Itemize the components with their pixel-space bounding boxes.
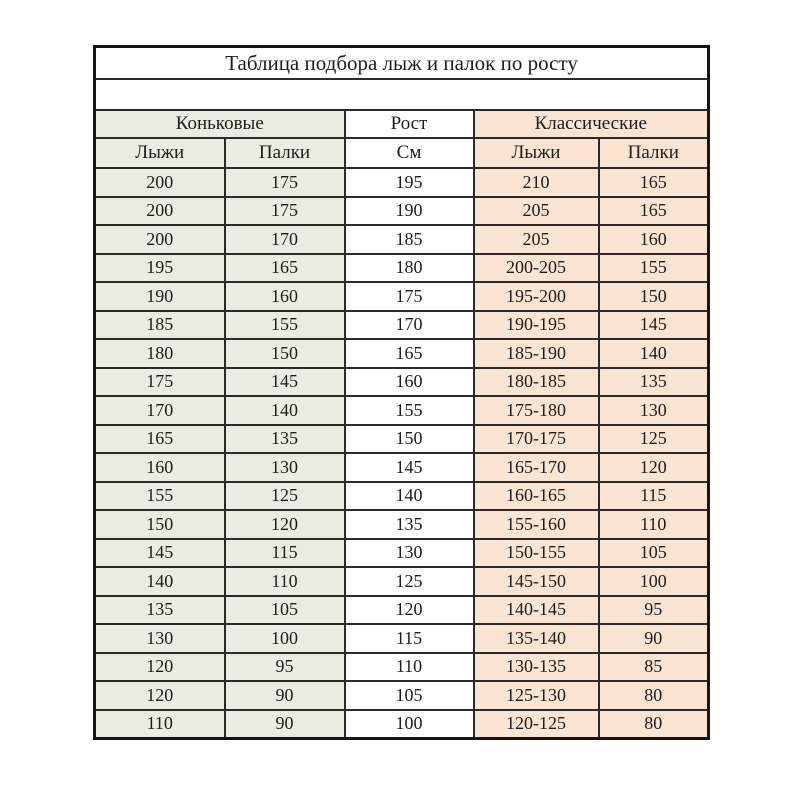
classic-ski-cell: 130-135 xyxy=(474,653,599,682)
classic-pole-cell: 80 xyxy=(599,681,709,710)
skate-ski-cell: 195 xyxy=(95,254,225,283)
group-header-row xyxy=(95,110,709,138)
skate-pole-cell: 100 xyxy=(225,624,345,653)
table-row xyxy=(95,681,709,710)
classic-pole-cell: 95 xyxy=(599,596,709,625)
title-row xyxy=(95,47,709,80)
skate-pole-cell: 160 xyxy=(225,282,345,311)
height-cell: 195 xyxy=(345,168,474,197)
subheader-row xyxy=(95,138,709,168)
spacer-row xyxy=(95,79,709,110)
height-cell: 105 xyxy=(345,681,474,710)
height-cell: 165 xyxy=(345,339,474,368)
classic-pole-cell: 90 xyxy=(599,624,709,653)
subheader-skate-ski: Лыжи xyxy=(95,138,225,168)
skate-ski-cell: 190 xyxy=(95,282,225,311)
classic-pole-cell: 105 xyxy=(599,539,709,568)
classic-pole-cell: 165 xyxy=(599,197,709,226)
table-row xyxy=(95,510,709,539)
skate-pole-cell: 110 xyxy=(225,567,345,596)
skate-ski-cell: 160 xyxy=(95,453,225,482)
group-header-skate: Коньковые xyxy=(95,110,345,138)
skate-ski-cell: 145 xyxy=(95,539,225,568)
classic-ski-cell: 135-140 xyxy=(474,624,599,653)
classic-pole-cell: 130 xyxy=(599,396,709,425)
classic-ski-cell: 155-160 xyxy=(474,510,599,539)
skate-ski-cell: 150 xyxy=(95,510,225,539)
table-row xyxy=(95,453,709,482)
classic-pole-cell: 110 xyxy=(599,510,709,539)
classic-pole-cell: 125 xyxy=(599,425,709,454)
skate-pole-cell: 170 xyxy=(225,225,345,254)
skate-pole-cell: 95 xyxy=(225,653,345,682)
skate-pole-cell: 175 xyxy=(225,197,345,226)
table-row xyxy=(95,425,709,454)
classic-ski-cell: 160-165 xyxy=(474,482,599,511)
classic-pole-cell: 100 xyxy=(599,567,709,596)
skate-ski-cell: 180 xyxy=(95,339,225,368)
table-row xyxy=(95,339,709,368)
classic-ski-cell: 120-125 xyxy=(474,710,599,739)
classic-ski-cell: 180-185 xyxy=(474,368,599,397)
height-cell: 185 xyxy=(345,225,474,254)
table-body xyxy=(95,168,709,739)
classic-ski-cell: 150-155 xyxy=(474,539,599,568)
height-cell: 115 xyxy=(345,624,474,653)
height-cell: 170 xyxy=(345,311,474,340)
table-row xyxy=(95,254,709,283)
height-cell: 155 xyxy=(345,396,474,425)
skate-ski-cell: 155 xyxy=(95,482,225,511)
classic-ski-cell: 205 xyxy=(474,225,599,254)
classic-pole-cell: 115 xyxy=(599,482,709,511)
skate-pole-cell: 150 xyxy=(225,339,345,368)
spacer-cell xyxy=(95,79,709,110)
table-row xyxy=(95,197,709,226)
classic-ski-cell: 140-145 xyxy=(474,596,599,625)
height-cell: 145 xyxy=(345,453,474,482)
classic-pole-cell: 155 xyxy=(599,254,709,283)
table-row xyxy=(95,282,709,311)
subheader-skate-pole: Палки xyxy=(225,138,345,168)
skate-pole-cell: 165 xyxy=(225,254,345,283)
ski-sizing-sheet xyxy=(93,45,707,740)
table-row xyxy=(95,596,709,625)
height-cell: 175 xyxy=(345,282,474,311)
table-row xyxy=(95,539,709,568)
classic-ski-cell: 145-150 xyxy=(474,567,599,596)
classic-ski-cell: 165-170 xyxy=(474,453,599,482)
table-row xyxy=(95,624,709,653)
skate-pole-cell: 115 xyxy=(225,539,345,568)
skate-ski-cell: 140 xyxy=(95,567,225,596)
table-row xyxy=(95,653,709,682)
height-cell: 190 xyxy=(345,197,474,226)
skate-pole-cell: 90 xyxy=(225,710,345,739)
height-cell: 150 xyxy=(345,425,474,454)
classic-ski-cell: 170-175 xyxy=(474,425,599,454)
table-row xyxy=(95,710,709,739)
skate-pole-cell: 105 xyxy=(225,596,345,625)
ski-size-table xyxy=(93,45,710,740)
classic-ski-cell: 190-195 xyxy=(474,311,599,340)
subheader-classic-pole: Палки xyxy=(599,138,709,168)
height-cell: 160 xyxy=(345,368,474,397)
skate-pole-cell: 90 xyxy=(225,681,345,710)
skate-ski-cell: 200 xyxy=(95,225,225,254)
classic-pole-cell: 150 xyxy=(599,282,709,311)
classic-pole-cell: 160 xyxy=(599,225,709,254)
skate-ski-cell: 120 xyxy=(95,681,225,710)
skate-ski-cell: 170 xyxy=(95,396,225,425)
table-row xyxy=(95,368,709,397)
classic-ski-cell: 210 xyxy=(474,168,599,197)
classic-pole-cell: 85 xyxy=(599,653,709,682)
skate-ski-cell: 120 xyxy=(95,653,225,682)
skate-ski-cell: 200 xyxy=(95,168,225,197)
skate-pole-cell: 155 xyxy=(225,311,345,340)
skate-pole-cell: 130 xyxy=(225,453,345,482)
skate-pole-cell: 140 xyxy=(225,396,345,425)
table-row xyxy=(95,168,709,197)
classic-ski-cell: 125-130 xyxy=(474,681,599,710)
skate-ski-cell: 185 xyxy=(95,311,225,340)
table-row xyxy=(95,311,709,340)
height-cell: 120 xyxy=(345,596,474,625)
table-row xyxy=(95,482,709,511)
height-cell: 100 xyxy=(345,710,474,739)
height-cell: 135 xyxy=(345,510,474,539)
skate-ski-cell: 165 xyxy=(95,425,225,454)
classic-pole-cell: 145 xyxy=(599,311,709,340)
group-header-height: Рост xyxy=(345,110,474,138)
height-cell: 130 xyxy=(345,539,474,568)
classic-pole-cell: 135 xyxy=(599,368,709,397)
height-cell: 125 xyxy=(345,567,474,596)
classic-ski-cell: 185-190 xyxy=(474,339,599,368)
group-header-classic: Классические xyxy=(474,110,709,138)
classic-pole-cell: 80 xyxy=(599,710,709,739)
skate-pole-cell: 175 xyxy=(225,168,345,197)
subheader-classic-ski: Лыжи xyxy=(474,138,599,168)
skate-pole-cell: 145 xyxy=(225,368,345,397)
classic-ski-cell: 195-200 xyxy=(474,282,599,311)
height-cell: 140 xyxy=(345,482,474,511)
table-row xyxy=(95,396,709,425)
classic-ski-cell: 175-180 xyxy=(474,396,599,425)
classic-ski-cell: 205 xyxy=(474,197,599,226)
skate-ski-cell: 200 xyxy=(95,197,225,226)
classic-pole-cell: 165 xyxy=(599,168,709,197)
skate-ski-cell: 110 xyxy=(95,710,225,739)
table-title: Таблица подбора лыж и палок по росту xyxy=(95,47,709,80)
classic-pole-cell: 140 xyxy=(599,339,709,368)
skate-pole-cell: 135 xyxy=(225,425,345,454)
height-cell: 110 xyxy=(345,653,474,682)
classic-ski-cell: 200-205 xyxy=(474,254,599,283)
classic-pole-cell: 120 xyxy=(599,453,709,482)
skate-ski-cell: 175 xyxy=(95,368,225,397)
skate-pole-cell: 120 xyxy=(225,510,345,539)
height-cell: 180 xyxy=(345,254,474,283)
skate-ski-cell: 130 xyxy=(95,624,225,653)
subheader-height-cm: См xyxy=(345,138,474,168)
table-row xyxy=(95,225,709,254)
table-row xyxy=(95,567,709,596)
skate-ski-cell: 135 xyxy=(95,596,225,625)
skate-pole-cell: 125 xyxy=(225,482,345,511)
